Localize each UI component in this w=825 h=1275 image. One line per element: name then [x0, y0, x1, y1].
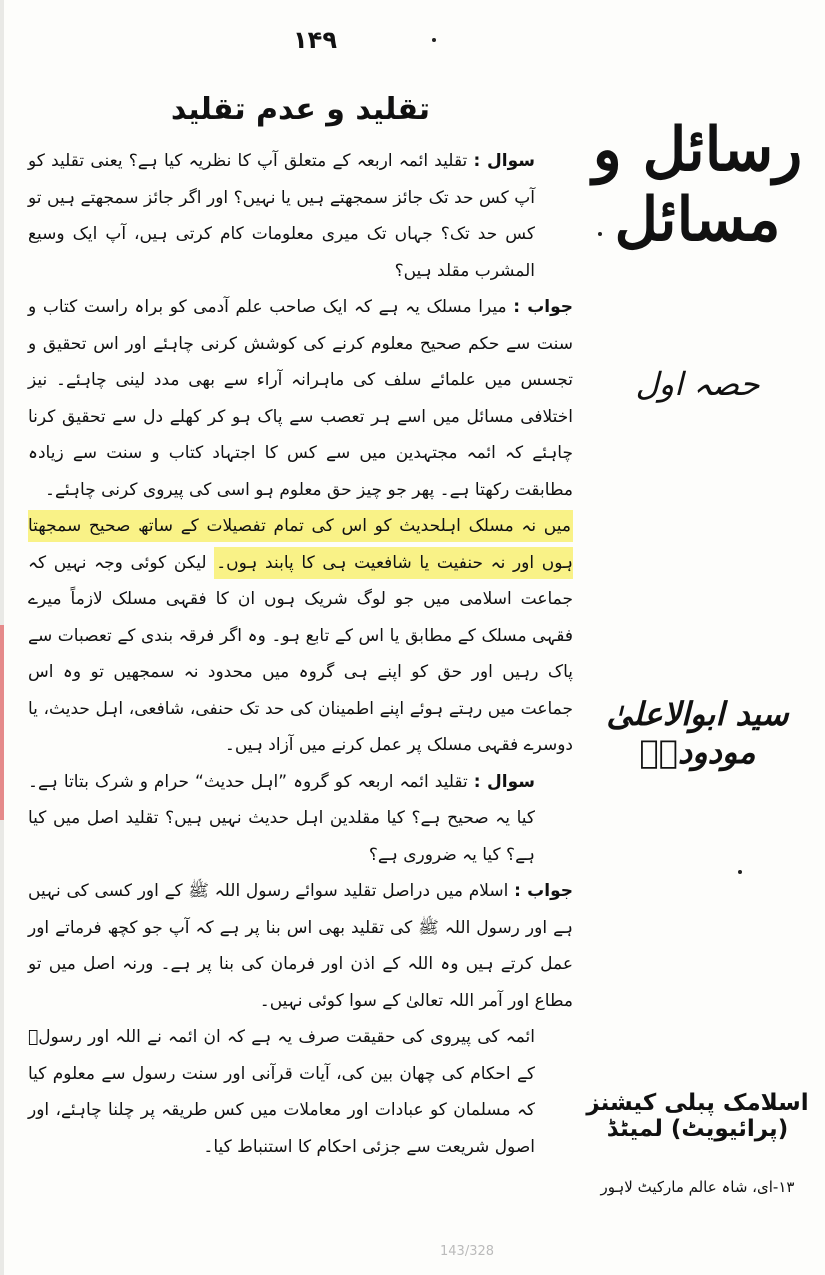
answer-text: لیکن کوئی وجہ نہیں کہ جماعت اسلامی میں جو لوگ شریک ہوں ان کا فقہی مسلک لازماً میرے فقہی مسلک کے مطابق یا اس کے تابع ہو۔ وہ اگر فرقہ بندی کے تعصبات سے پاک رہیں اور حق کو اپنے ہی گروہ میں محدود نہ سمجھیں تو وہ اس جماعت میں رہتے ہوئے اپنے اطمینان کی حد تک حنفی، شافعی، اہل حدیث، یا دوسرے فقہی مسلک پر عمل کرنے میں آزاد ہیں۔ — [28, 552, 573, 755]
answer-2 — [28, 873, 573, 1019]
answer-1-continued — [28, 508, 573, 764]
answer-label: جواب : — [514, 881, 573, 901]
answer-text: اسلام میں دراصل تقلید سوائے رسول اللہ ﷺ کے اور کسی کی نہیں ہے اور رسول اللہ ﷺ کی تقلید بھی اس بنا پر ہے کہ آپ جو کچھ فرماتے اور عمل کرتے ہیں وہ اللہ کے اذن اور فرمان کی بنا پر ہے۔ ورنہ اصل میں تو مطاع اور آمر اللہ تعالیٰ کے سوا کوئی نہیں۔ — [28, 881, 573, 1011]
publisher-name: اسلامک پبلی کیشنز (پرائیویٹ) لمیٹڈ — [586, 1090, 809, 1142]
highlighted-sentence: میں نہ مسلک اہلحدیث کو اس کی تمام تفصیلات کے ساتھ صحیح سمجھتا ہوں اور نہ حنفیت یا شافعیت ہی کا پابند ہوں۔ — [28, 510, 573, 579]
book-title: رسائل و مسائل — [592, 115, 803, 255]
answer-1 — [28, 289, 573, 508]
question-2 — [28, 764, 573, 874]
paragraph-text: ائمہ کی پیروی کی حقیقت صرف یہ ہے کہ ان ائمہ نے اللہ اور رسولؐ کے احکام کی چھان بین کی، آیات قرآنی اور سنت رسول سے معلوم کیا کہ مسلمان کو عبادات اور معاملات میں کس طریقہ پر چلنا چاہئے، اور اصول شریعت سے جزئی احکام کا استنباط کیا۔ — [28, 1027, 535, 1157]
publisher-address: ۱۳-ای، شاہ عالم مارکیٹ لاہور — [600, 1178, 795, 1196]
author-name: سید ابوالاعلیٰ مودودیؒ — [606, 695, 789, 771]
main-text-column — [28, 92, 573, 1165]
page-counter: 143/328 — [440, 1244, 495, 1259]
question-1 — [28, 143, 573, 289]
margin-red-mark — [0, 625, 4, 820]
page-number: ۱۴۹ — [293, 26, 337, 54]
book-cover-column — [585, 60, 810, 1210]
ink-speck — [432, 38, 436, 42]
question-text: تقلید ائمہ اربعہ کے متعلق آپ کا نظریہ کیا ہے؟ یعنی تقلید کو آپ کس حد تک جائز سمجھتے ہیں یا نہیں؟ اور اگر جائز سمجھتے ہیں تو کس حد تک؟ جہاں تک میری معلومات کام کرتی ہیں، آپ ایک وسیع المشرب مقلد ہیں؟ — [28, 151, 535, 281]
answer-text: میرا مسلک یہ ہے کہ ایک صاحب علم آدمی کو براہ راست کتاب و سنت سے حکم صحیح معلوم کرنے کی کوشش کرنی چاہئے اور اس تحقیق و تجسس میں علمائے سلف کی ماہرانہ آراء سے بھی مدد لینی چاہئے۔ نیز اختلافی مسائل میں اسے ہر تعصب سے پاک ہو کر کھلے دل سے تحقیق کرنا چاہئے کہ ائمہ مجتہدین میں سے کس کا اجتہاد کتاب و سنت سے زیادہ مطابقت رکھتا ہے۔ پھر جو چیز حق معلوم ہو اسی کی پیروی کرنی چاہئے۔ — [28, 297, 573, 500]
answer-label: جواب : — [513, 297, 574, 317]
question-label: سوال : — [473, 151, 536, 171]
question-text: تقلید ائمہ اربعہ کو گروہ ”اہل حدیث“ حرام و شرک بتاتا ہے۔ کیا یہ صحیح ہے؟ کیا مقلدین اہل حدیث نہیں ہیں؟ تقلید اصل میں کیا ہے؟ کیا یہ ضروری ہے؟ — [28, 771, 535, 865]
volume-label: حصہ اول — [635, 365, 760, 403]
closing-paragraph — [28, 1019, 573, 1165]
chapter-title: تقلید و عدم تقلید — [170, 92, 431, 127]
question-label: سوال : — [473, 771, 536, 792]
